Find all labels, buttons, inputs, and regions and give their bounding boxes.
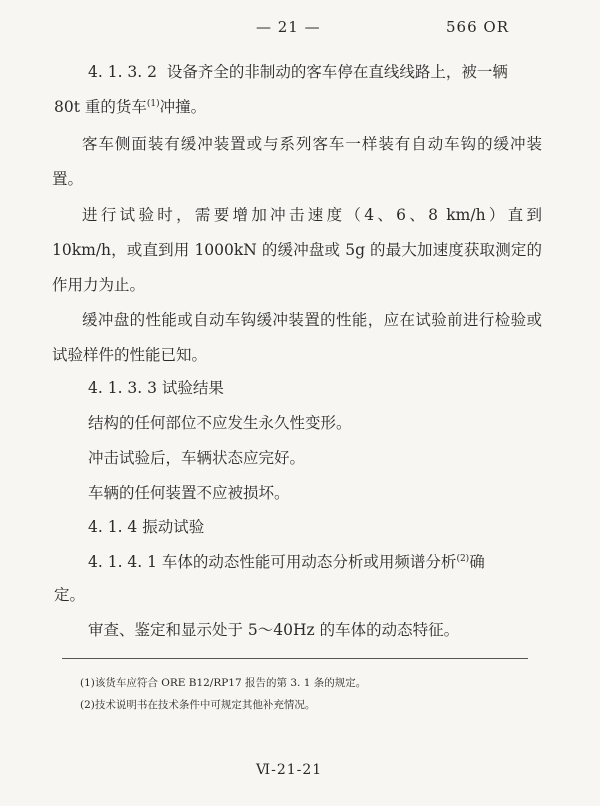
clause-text: 80t 重的货车 <box>54 98 147 116</box>
result-vehicle-state: 冲击试验后，车辆状态应完好。 <box>88 449 306 467</box>
result-no-damage: 车辆的任何装置不应被损坏。 <box>88 484 290 502</box>
clause-text: 冲撞。 <box>159 98 207 116</box>
footnote-2: (2)技术说明书在技术条件中可规定其他补充情况。 <box>80 699 316 711</box>
paragraph-verify: 缓冲盘的性能或自动车钩缓冲装置的性能，应在试验前进行检验或试验样件的性能已知。 <box>52 311 542 364</box>
clause-4132-line-1 <box>88 60 508 82</box>
footnote-1: (1)该货车应符合 ORE B12/RP17 报告的第 3. 1 条的规定。 <box>80 677 367 689</box>
heading-4133: 4. 1. 3. 3 试验结果 <box>88 379 224 397</box>
paragraph-speed: 进行试验时，需要增加冲击速度（4、6、8 km/h）直到 10km/h，或直到用 1000kN 的缓冲盘或 5g 的最大加速度获取测定的作用力为止。 <box>52 206 542 294</box>
paragraph-review: 审查、鉴定和显示处于 5～40Hz 的车体的动态特征。 <box>88 621 460 639</box>
clause-4141-line-1 <box>88 550 485 572</box>
clause-4141-line-2: 定。 <box>54 586 86 604</box>
result-no-deformation: 结构的任何部位不应发生永久性变形。 <box>88 414 352 432</box>
clause-text: 设备齐全的非制动的客车停在直线线路上，被一辆 <box>166 63 508 81</box>
footer-page-code: Ⅵ-21-21 <box>256 762 323 778</box>
clause-text: 确 <box>469 553 485 571</box>
footnote-marker: (2) <box>456 553 470 564</box>
heading-414: 4. 1. 4 振动试验 <box>88 518 205 536</box>
clause-text: 4. 1. 4. 1 车体的动态性能可用动态分析或用频谱分析 <box>88 553 457 571</box>
header-page-number: — 21 — <box>256 18 321 36</box>
clause-number: 4. 1. 3. 2 <box>88 63 158 81</box>
clause-4132-line-2 <box>54 95 206 117</box>
paragraph-buffer: 客车侧面装有缓冲装置或与系列客车一样装有自动车钩的缓冲装置。 <box>52 135 542 188</box>
footnote-marker: (1) <box>146 98 160 109</box>
header-document-ref: 566 OR <box>446 18 509 36</box>
footnote-divider <box>62 658 528 659</box>
